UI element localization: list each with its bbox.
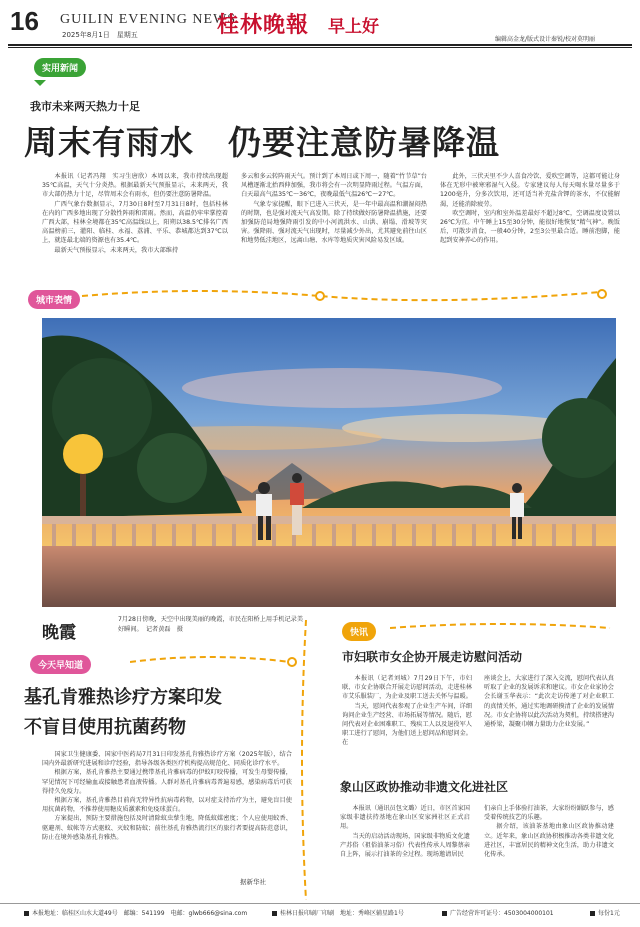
photo-title: 晚霞 xyxy=(42,623,76,643)
article-source: 据新华社 xyxy=(240,878,266,886)
article-paragraph: 据介绍，该油茶基地由象山区政协推动建立。近年来，象山区政协积极推动各类非遗文化进社区，丰富居民的精神文化生活，助力非遗文化传承。 xyxy=(484,823,614,859)
article-paragraph: 本报讯（记者刘城）7月29日下午，市妇联、市女企协联合开展走访慰问活动，走进桂林市艾乐服装厂，为企业及职工送去关怀与温暖。 xyxy=(342,675,472,701)
editors-credit: 编辑高金龙/版式设计秦锐/校对莫明丽 xyxy=(495,36,596,43)
article-paragraph: 座谈会上，大家进行了深入交流，慰问代表认真听取了企业的发展诉求和建议。市女企业家协会会长谢玉华表示：“此次走访传递了对企业职工的真情关怀，通过实地调研摸清了企业的发展情况。市女企协将以此次活动为契机，持续搭建沟通桥梁，凝聚巾帼力量助力企业发展。” xyxy=(484,675,614,729)
section-logo: 早上好 xyxy=(328,17,379,37)
article-paragraph: 吹空调时，室内和室外温差最好不超过8℃，空调温度设置以26℃为宜。中午睡上15至30分钟，能很好地恢复“精气神”。晚饭后，可散步消食，一般40分钟，2至3公里最合适。睡前泡脚，能起到安神养心的作用。 xyxy=(440,209,620,245)
medical-headline-1: 基孔肯雅热诊疗方案印发 xyxy=(24,687,222,708)
article-paragraph: 广西气象台数据显示，7月30日8时至7月31日8时，包括桂林在内的广西多地出现了分散性阵雨和雷雨。然而，高温仍牢牢掌控着广西大部，桂林全境都在35℃高温线以上，阳朔以38.5℃排名广西高温榜前三，灌阳、临桂、永福、荔浦、平乐、恭城都达到37℃以上，就连最北端的资源也有35.4℃。 xyxy=(42,200,228,245)
article-paragraph: 此外，三伏天里不少人喜食冷饮、爱吹空调等，这都可能让身体在无形中被寒邪湿气入侵。专家建议每人每天喝水量尽量多于1200毫升，分多次饮用，还可适当补充盐含钾的茶水，不仅能解渴，还能消除疲劳。 xyxy=(440,173,620,208)
heritage-col-1 xyxy=(340,804,470,859)
newspaper-logo: 桂林晚報 xyxy=(217,12,310,38)
section-tag-today: 今天早知道 xyxy=(30,655,91,674)
newspaper-brand: GUILIN EVENING NEWS xyxy=(60,12,237,27)
footer-license: 广告经营许可证号：4503004000101 xyxy=(442,908,554,917)
article-paragraph: 最新天气预报显示，未来两天，我市大部维持 xyxy=(54,246,179,254)
medical-headline-2: 不盲目使用抗菌药物 xyxy=(24,717,186,738)
article-paragraph: 当天，慰问代表参观了企业生产车间，详细询问企业生产经营、市场拓展等情况。随后，慰问代表对企业困难职工、残疾工人以及退役军人职工进行了慰问，为他们送上慰问品和慰问金。在 xyxy=(342,702,472,747)
article-kicker: 我市未来两天热力十足 xyxy=(30,100,140,113)
page-number: 16 xyxy=(10,6,39,36)
article-paragraph: 根据方案，基孔肯雅热目前尚无特异性抗病毒药物，以对症支持治疗为主，避免盲目使用抗菌药物，不推荐使用糖皮质激素和免疫球蛋白。 xyxy=(42,797,292,814)
dashed-connector-3 xyxy=(390,618,620,640)
header-rule-thin xyxy=(8,47,632,48)
womens-federation-col-2 xyxy=(484,674,614,729)
article-headline: 周末有雨水 仍要注意防暑降温 xyxy=(24,123,500,162)
heritage-headline: 象山区政协推动非遗文化进社区 xyxy=(340,780,509,794)
article-paragraph: 多云和多云转阵雨天气。预计到了本周日或下周一，随着“竹节草”台风槽逐渐北抬西伸加强，我市将会有一次明显降雨过程。气温方面，白天最高气温35℃～36℃，夜晚最低气温26℃～27℃。 xyxy=(241,173,427,199)
footer-price: 每份1元 xyxy=(590,908,620,917)
article-paragraph: 根据方案，基孔肯雅热主要通过携带基孔肯雅病毒的伊蚊叮咬传播，可发生母婴传播，罕见情况下可经输血或接触患者血液传播。人群对基孔肯雅病毒普遍易感，感染病毒后可获得持久免疫力。 xyxy=(42,769,292,795)
section-tag-practical-news: 实用新闻 xyxy=(34,58,86,77)
article-paragraph: 本报讯（通讯员包文璐）近日，市区首家国家级非遗扶持基地在象山区安家洲社区正式启用。 xyxy=(340,805,470,831)
tag-pointer xyxy=(34,80,46,86)
article-paragraph: 们亲自上手体验打油茶，大家纷纷踊跃参与，感受着传统技艺的乐趣。 xyxy=(484,805,614,822)
sunset-scene xyxy=(42,318,616,607)
article-paragraph: 本报讯（记者冯翔 实习生唐欣）本周以来，我市持续出现超35℃高温，天气十分炎热。根据最新天气预报显示，未来两天，我市大部仍热力十足，尽管周末会有雨水，但仍要注意防暑降温。 xyxy=(42,173,228,199)
article-column-2 xyxy=(241,172,427,246)
footer-address: 本报地址：临桂区山水大道49号 邮编：541199 电邮：glwb666@sina.com xyxy=(24,908,247,917)
article-paragraph: 国家卫生健康委、国家中医药局7月31日印发基孔肯雅热诊疗方案（2025年版），结合国内外最新研究进展和诊疗经验，指导各级各类医疗机构提高规范化、同质化诊疗水平。 xyxy=(42,751,292,768)
medical-article xyxy=(42,750,292,842)
womens-federation-headline: 市妇联市女企协开展走访慰问活动 xyxy=(342,650,523,664)
sunset-photo xyxy=(42,318,616,607)
header-rule xyxy=(8,44,632,46)
heritage-col-2 xyxy=(484,804,614,859)
section-tag-city-expression: 城市表情 xyxy=(28,290,80,309)
article-paragraph: 方案提出，预防主要措施包括及时清除蚊虫孳生地，降低蚊媒密度；个人应使用蚊香、驱避剂、蚊帐等方式驱蚊、灭蚊和防蚊；前往基孔肯雅热流行区的旅行者要提高防范意识，防止在境外感染基孔肯雅热。 xyxy=(42,815,292,841)
womens-federation-col-1 xyxy=(342,674,472,748)
article-paragraph: 气象专家提醒，眼下已进入三伏天，是一年中最高温和潮湿闷热的时期，也是强对流天气高发期。除了持续做好防暑降温措施，还要加强防范局地强降雨引发的中小河流洪水、山洪、崩塌、滑坡等灾害。强降雨、强对流天气出现时，尽量减少外出，尤其避免前往山区和地势低洼地区，远离山塘、水库等地质灾害风险易发区域。 xyxy=(241,200,427,245)
article-column-1 xyxy=(42,172,228,255)
section-tag-news-flash: 快讯 xyxy=(342,622,376,641)
dashed-divider xyxy=(296,620,316,900)
article-paragraph: 当天的启动活动现场，国家级非物质文化遗产苏俗（祖俗油茶习俗）代表性传承人周黎蔡亲自上阵，展示打油茶的全过程。现场邀请居民 xyxy=(340,832,470,859)
issue-date: 2025年8月1日 星期五 xyxy=(62,31,138,39)
article-column-3 xyxy=(440,172,620,246)
footer-printer: 桂林日报印刷厂印刷 地址：秀峰区辅星路1号 xyxy=(272,908,404,917)
dashed-connector xyxy=(80,282,620,312)
photo-caption: 7月28日傍晚，天空中出现美丽的晚霞，市民在阳桥上用手机记录美好瞬间。 记者黄磊 摄 xyxy=(118,616,304,633)
